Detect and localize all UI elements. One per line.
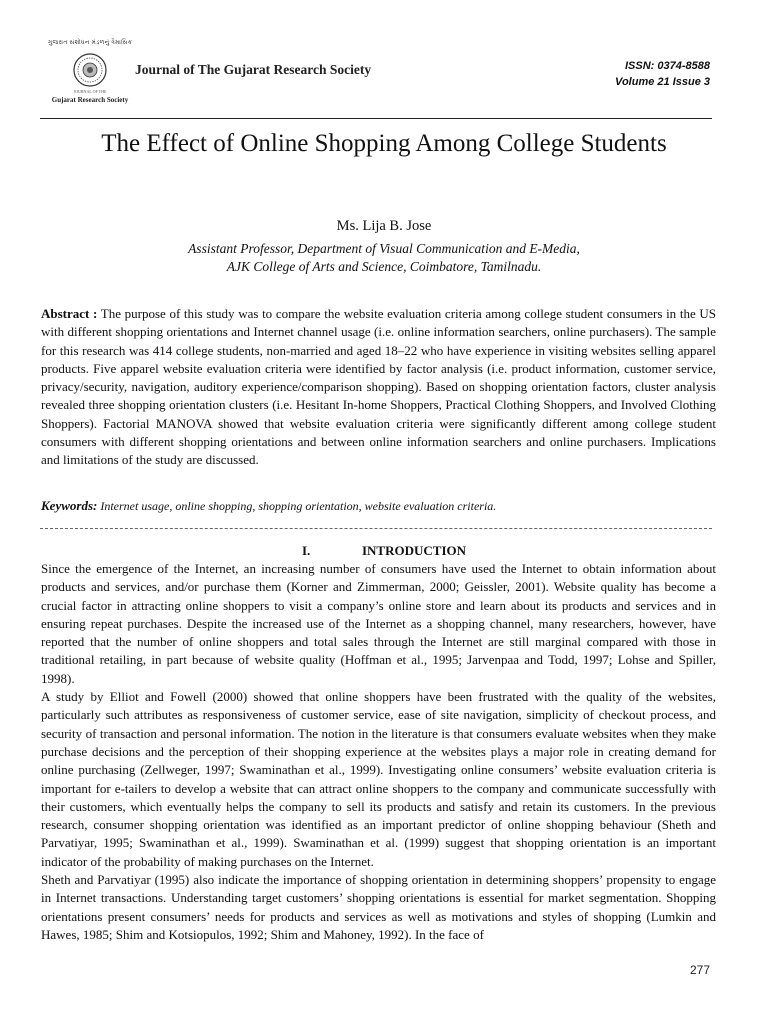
abstract-label: Abstract : — [41, 306, 98, 321]
logo-name: Gujarat Research Society — [51, 96, 129, 104]
section-number: I. — [301, 543, 311, 558]
issn-text: ISSN: 0374-8588 — [625, 60, 710, 72]
logo-subtitle: JOURNAL OF THE — [73, 89, 107, 94]
body-paragraph: Since the emergence of the Internet, an increasing number of consumers have used the Internet to obtain information about products and services, and/or purchase them (Korner and Zimmerman, 2000; Geissler, 2001). Website quality has become a crucial factor in attracting online shoppers to visit a company’s online store and learn about its products and services and in ensuring repeat purchases. Despite the increased use of the Internet as a shopping channel, many researchers, however, have reported that the number of online shoppers and total sales through the Internet are still marginal compared with those in traditional retailing, in part because of website quality (Hoffman et al., 1995; Jarvenpaa and Todd, 1997; Lohse and Spiller, 1998). — [41, 561, 716, 686]
author-name: Ms. Lija B. Jose — [336, 218, 432, 234]
affiliation-line-2: AJK College of Arts and Science, Coimbatore, Tamilnadu. — [226, 259, 542, 274]
journal-header — [40, 40, 712, 114]
keywords-text: Internet usage, online shopping, shopping orientation, website evaluation criteria. — [97, 499, 497, 513]
section-heading — [40, 543, 728, 559]
logo-top-text: ગુજરાત સંશોધન મંડળનું ત્રૈમાસિક — [47, 40, 133, 46]
body-paragraph: A study by Elliot and Fowell (2000) showed that online shoppers have been frustrated with the quality of the websites, particularly such attributes as responsiveness of customer service, ease of site navigation, simplicity of checkout process, and security of transaction and personal information. The notion in the literature is that consumers evaluate websites when they make purchase decisions and the perception of their shopping experience at the websites plays a major role in creating demand for online purchasing (Zellweger, 1997; Swaminathan et al., 1999). Investigating online consumers’ website evaluation criteria is important for e-tailers to develop a website that can attract online shoppers to the company and communicate successfully with their customers, which eventually helps the company to sell its products and satisfy and retain its customers. In the previous research, consumer shopping orientation was identified as an important predictor of online shopping behaviour (Sheth and Parvatiyar, 1995; Swaminathan et al., 1999). Swaminathan et al. (1999) suggest that shopping orientation is an important indicator of the probability of making purchases on the Internet. — [41, 689, 716, 869]
author-affiliation — [40, 240, 728, 276]
society-logo — [40, 40, 140, 112]
article-body — [41, 560, 716, 944]
issn-block — [615, 58, 710, 90]
abstract — [41, 305, 716, 470]
volume-text: Volume 21 Issue 3 — [615, 76, 710, 88]
article-title: The Effect of Online Shopping Among College Students — [101, 130, 667, 157]
journal-name: Journal of The Gujarat Research Society — [135, 62, 372, 77]
affiliation-line-1: Assistant Professor, Department of Visual Communication and E-Media, — [188, 241, 580, 256]
keywords-label: Keywords: — [41, 498, 98, 513]
page-number: 277 — [689, 963, 710, 977]
keywords-divider — [40, 528, 712, 529]
abstract-text: The purpose of this study was to compare the website evaluation criteria among college student consumers in the US with different shopping orientations and Internet channel usage (i.e. online information searchers, online purchasers). The sample for this research was 414 college students, non-married and aged 18–22 who have experience in visiting websites selling apparel products. Five apparel website evaluation criteria were identified by factor analysis (i.e. product information, customer service, privacy/security, navigation, auditory experience/comparison shopping). Based on shopping orientation factors, cluster analysis revealed three shopping orientation clusters (i.e. Hesitant In-home Shoppers, Practical Clothing Shoppers, and Involved Clothing Shoppers). Factorial MANOVA showed that website evaluation criteria were significantly different among college student consumers with different shopping orientations and between online information searchers and online purchasers. Implications and limitations of the study are discussed. — [41, 306, 716, 468]
section-title: INTRODUCTION — [361, 543, 466, 558]
body-paragraph: Sheth and Parvatiyar (1995) also indicate the importance of shopping orientation in determining shoppers’ propensity to engage in Internet transactions. Understanding target customers’ shopping orientations is essential for market segmentation. Shopping orientations present consumers’ needs for products and services as well as motivations and styles of shopping (Lumkin and Hawes, 1985; Shim and Kotsiopulos, 1992; Shim and Mahoney, 1992). In the face of — [41, 872, 716, 942]
header-divider — [40, 118, 712, 119]
seal-icon — [73, 53, 107, 87]
keywords — [41, 498, 716, 514]
